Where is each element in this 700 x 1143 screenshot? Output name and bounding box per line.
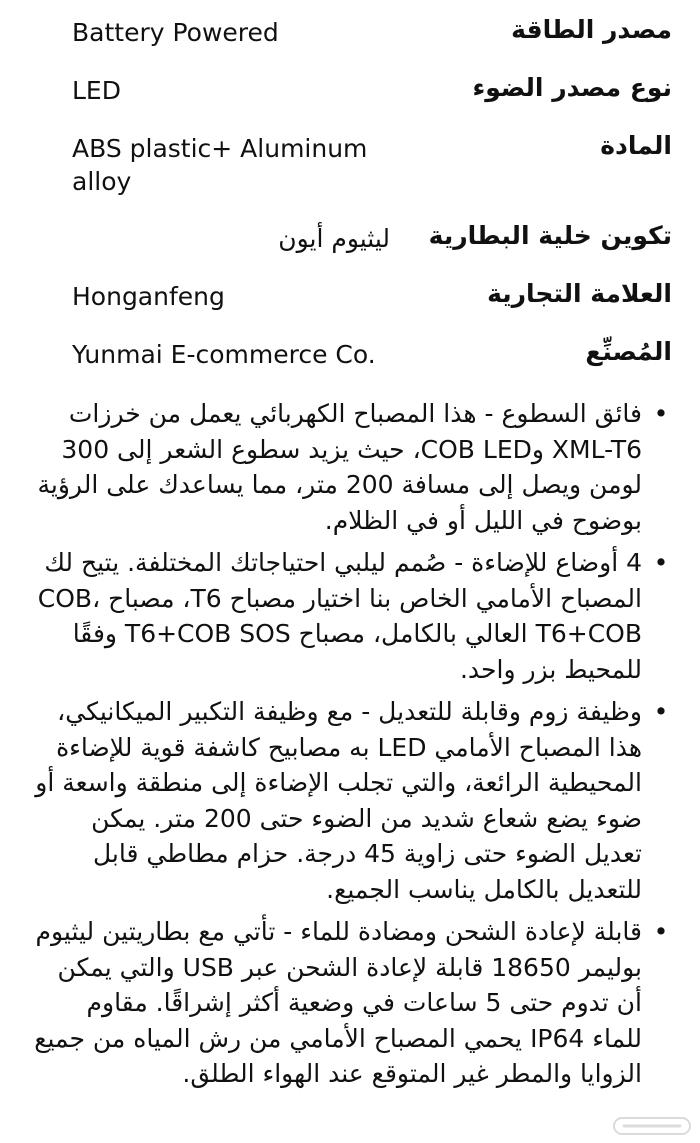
watermark-logo	[612, 1112, 692, 1138]
spec-label: المُصنِّع	[585, 337, 672, 366]
spec-value: ليثيوم أيون	[278, 224, 390, 253]
spec-row-manufacturer	[52, 332, 672, 372]
spec-row-material	[52, 126, 672, 198]
spec-value: LED	[72, 76, 121, 105]
spec-value: Battery Powered	[72, 18, 279, 47]
product-specs-table	[52, 10, 672, 390]
feature-bullet-list	[32, 396, 672, 1099]
spec-label: نوع مصدر الضوء	[472, 73, 672, 102]
spec-value: Yunmai E-commerce Co.	[72, 340, 376, 369]
spec-row-brand	[52, 274, 672, 314]
feature-bullet-text: 4 أوضاع للإضاءة - صُمم ليلبي احتياجاتك المختلفة. يتيح لك المصباح الأمامي الخاص بنا اختيار مصباح T6، مصباح COB، T6+COB العالي بالكامل، مصباح T6+COB SOS وفقًا للمحيط بزر واحد.	[37, 548, 642, 684]
feature-bullet	[32, 396, 672, 538]
feature-bullet-text: وظيفة زوم وقابلة للتعديل - مع وظيفة التكبير الميكانيكي، هذا المصباح الأمامي LED به مصابيح كاشفة قوية للإضاءة المحيطية الرائعة، والتي تجلب الإضاءة إلى منطقة واسعة أو ضوء يضع شعاع شديد من الضوء حتى 200 متر. يمكن تعديل الضوء حتى زاوية 45 درجة. حزام مطاطي قابل للتعديل بالكامل يناسب الجميع.	[35, 697, 642, 904]
bullet-icon: •	[653, 697, 669, 726]
spec-row-power-source	[52, 10, 672, 50]
feature-bullet	[32, 694, 672, 907]
spec-value: ABS plastic+ Aluminum alloy	[72, 134, 368, 196]
feature-bullet-text: فائق السطوع - هذا المصباح الكهربائي يعمل من خرزات XML-T6 وCOB LED، حيث يزيد سطوع الشعر إلى 300 لومن ويصل إلى مسافة 200 متر، مما يساعدك على الرؤية بوضوح في الليل أو في الظلام.	[37, 399, 642, 535]
spec-label: العلامة التجارية	[487, 279, 672, 308]
bullet-icon: •	[653, 399, 669, 428]
feature-bullet	[32, 545, 672, 687]
feature-bullet-text: قابلة لإعادة الشحن ومضادة للماء - تأتي مع بطاريتين ليثيوم بوليمر 18650 قابلة لإعادة الشحن عبر USB والتي يمكن أن تدوم حتى 5 ساعات في وضعية أكثر إشراقًا. مقاوم للماء IP64 يحمي المصباح الأمامي من رش المياه من جميع الزوايا والمطر غير المتوقع عند الهواء الطلق.	[34, 917, 642, 1088]
feature-bullet	[32, 914, 672, 1092]
spec-row-battery-cell	[52, 216, 672, 256]
spec-label: مصدر الطاقة	[511, 15, 672, 44]
bullet-icon: •	[653, 917, 669, 946]
spec-row-light-source	[52, 68, 672, 108]
bullet-icon: •	[653, 548, 669, 577]
spec-label: تكوين خلية البطارية	[428, 221, 672, 250]
spec-value: Honganfeng	[72, 282, 225, 311]
spec-label: المادة	[600, 131, 672, 160]
